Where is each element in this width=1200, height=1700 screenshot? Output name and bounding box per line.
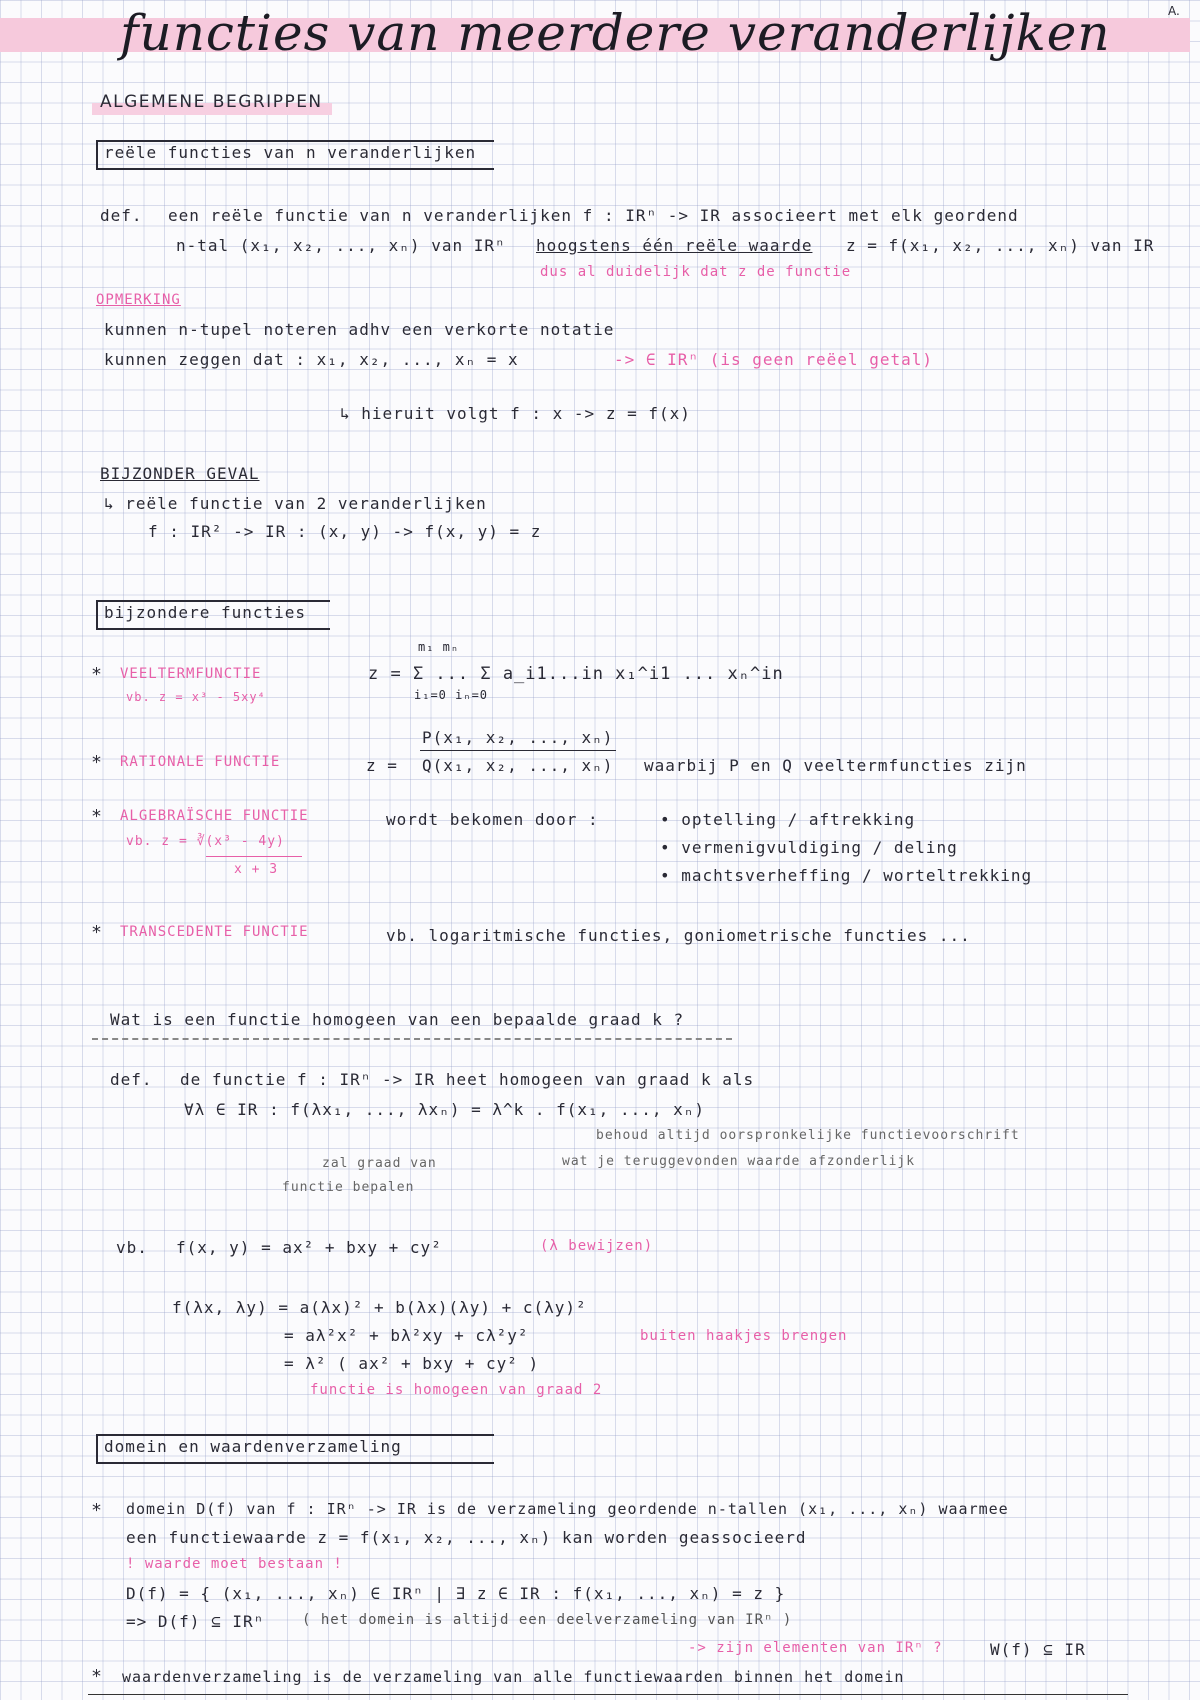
- corner-mark: A.: [1168, 4, 1180, 18]
- fraction-bar: [206, 856, 302, 857]
- bullet: *: [92, 922, 101, 943]
- veelterm-sum-bottom: i₁=0 iₙ=0: [414, 688, 489, 702]
- rationale-text: waarbij P en Q veeltermfuncties zijn: [644, 756, 1027, 775]
- section-heading-label: reële functies van n veranderlijken: [104, 143, 477, 162]
- rationale-denominator: Q(x₁, x₂, ..., xₙ): [422, 756, 614, 775]
- transcendente-text: vb. logaritmische functies, goniometrische functies ...: [386, 926, 971, 945]
- homogeen-note-right-1: behoud altijd oorspronkelijke functievoorschrift: [596, 1128, 1020, 1143]
- domein-line-7: waardenverzameling is de verzameling van alle functiewaarden binnen het domein: [122, 1668, 905, 1686]
- domein-line-3: ! waarde moet bestaan !: [126, 1556, 343, 1572]
- domein-line-6a: -> zijn elementen van IRⁿ ?: [688, 1640, 943, 1656]
- rationale-numerator: P(x₁, x₂, ..., xₙ): [422, 728, 614, 747]
- domein-line-5b: ( het domein is altijd een deelverzameling van IRⁿ ): [302, 1612, 793, 1628]
- opmerking-line-1: kunnen n-tupel noteren adhv een verkorte notatie: [104, 320, 615, 339]
- def-line-2b: hoogstens één reële waarde: [536, 236, 813, 255]
- section-heading-bijzondere: [96, 600, 352, 630]
- algebraische-label: ALGEBRAÏSCHE FUNCTIE: [120, 808, 309, 824]
- fraction-bar: [420, 750, 616, 751]
- bullet: *: [92, 1500, 101, 1521]
- section-heading-reele: [96, 140, 516, 170]
- def-line-1: een reële functie van n veranderlijken f : IRⁿ -> IR associeert met elk geordend: [168, 206, 1019, 225]
- bullet: *: [92, 806, 101, 827]
- veelterm-label: VEELTERMFUNCTIE: [120, 666, 262, 682]
- veelterm-formula: z = Σ ... Σ a_i1...in x₁^i1 ... xₙ^in: [368, 664, 784, 684]
- homogeen-note-right-2: wat je teruggevonden waarde afzonderlijk: [562, 1154, 916, 1169]
- algebraische-example: vb. z = ∛(x³ - 4y): [126, 834, 285, 849]
- list-item: • vermenigvuldiging / deling: [660, 838, 958, 857]
- section-heading-domein: [96, 1434, 516, 1464]
- homogeen-def-line-2: ∀λ ∈ IR : f(λx₁, ..., λxₙ) = λ^k . f(x₁, ..., xₙ): [184, 1100, 706, 1119]
- vb-note-2: buiten haakjes brengen: [640, 1328, 848, 1344]
- vb-line-4: = λ² ( ax² + bxy + cy² ): [284, 1354, 540, 1373]
- page-bottom-line: [88, 1694, 1128, 1695]
- algebraische-text: wordt bekomen door :: [386, 810, 599, 829]
- rationale-label: RATIONALE FUNCTIE: [120, 754, 281, 770]
- bullet: *: [92, 752, 101, 773]
- section-heading-label: domein en waardenverzameling: [104, 1437, 402, 1456]
- veelterm-example: vb. z = x³ - 5xy⁴: [126, 690, 266, 704]
- domein-line-5a: => D(f) ⊆ IRⁿ: [126, 1612, 265, 1631]
- opmerking-line-2b: -> ∈ IRⁿ (is geen reëel getal): [614, 350, 933, 369]
- bullet: *: [92, 664, 101, 685]
- veelterm-sum-top: m₁ mₙ: [418, 640, 460, 654]
- def-line-2c: z = f(x₁, x₂, ..., xₙ) van IR: [846, 236, 1155, 255]
- opmerking-label: OPMERKING: [96, 292, 181, 308]
- domein-line-4: D(f) = { (x₁, ..., xₙ) ∈ IRⁿ | ∃ z ∈ IR : f(x₁, ..., xₙ) = z }: [126, 1584, 786, 1603]
- vb-line-2: f(λx, λy) = a(λx)² + b(λx)(λy) + c(λy)²: [172, 1298, 587, 1317]
- homogeen-def-label: def.: [110, 1070, 153, 1089]
- opmerking-line-2a: kunnen zeggen dat : x₁, x₂, ..., xₙ = x: [104, 350, 519, 369]
- homogeen-question: Wat is een functie homogeen van een bepaalde graad k ?: [110, 1010, 685, 1029]
- bijzonder-geval-label: BIJZONDER GEVAL: [100, 464, 260, 483]
- dashed-divider: [92, 1038, 732, 1040]
- list-item: • machtsverheffing / worteltrekking: [660, 866, 1033, 885]
- subtitle: ALGEMENE BEGRIPPEN: [100, 92, 323, 112]
- opmerking-line-3: ↳ hieruit volgt f : x -> z = f(x): [340, 404, 691, 423]
- section-heading-label: bijzondere functies: [104, 603, 307, 622]
- list-item: • optelling / aftrekking: [660, 810, 916, 829]
- bijzonder-geval-line-2: f : IR² -> IR : (x, y) -> f(x, y) = z: [148, 522, 542, 541]
- domein-line-6b: W(f) ⊆ IR: [990, 1640, 1086, 1659]
- bullet: *: [92, 1666, 101, 1687]
- vb-label: vb.: [116, 1238, 148, 1257]
- transcendente-label: TRANSCEDENTE FUNCTIE: [120, 924, 309, 940]
- domein-line-1: domein D(f) van f : IRⁿ -> IR is de verzameling geordende n-tallen (x₁, ..., xₙ) waarmee: [126, 1500, 1009, 1518]
- homogeen-note-left-2: functie bepalen: [282, 1180, 415, 1195]
- rationale-z: z =: [366, 756, 398, 775]
- def-line-2a: n-tal (x₁, x₂, ..., xₙ) van IRⁿ: [176, 236, 506, 255]
- homogeen-note-left-1: zal graad van: [322, 1156, 437, 1171]
- homogeen-def-line-1: de functie f : IRⁿ -> IR heet homogeen van graad k als: [180, 1070, 755, 1089]
- algebraische-denominator: x + 3: [234, 862, 279, 877]
- def-line-3: dus al duidelijk dat z de functie: [540, 264, 852, 280]
- page-title: functies van meerdere veranderlijken: [120, 4, 1111, 62]
- vb-line-3: = aλ²x² + bλ²xy + cλ²y²: [284, 1326, 529, 1345]
- bijzonder-geval-line-1: ↳ reële functie van 2 veranderlijken: [104, 494, 487, 513]
- domein-line-2: een functiewaarde z = f(x₁, x₂, ..., xₙ) kan worden geassocieerd: [126, 1528, 807, 1547]
- vb-note-3: functie is homogeen van graad 2: [310, 1382, 603, 1398]
- vb-line-1: f(x, y) = ax² + bxy + cy²: [176, 1238, 442, 1257]
- vb-note-1: (λ bewijzen): [540, 1238, 654, 1254]
- def-label: def.: [100, 206, 143, 225]
